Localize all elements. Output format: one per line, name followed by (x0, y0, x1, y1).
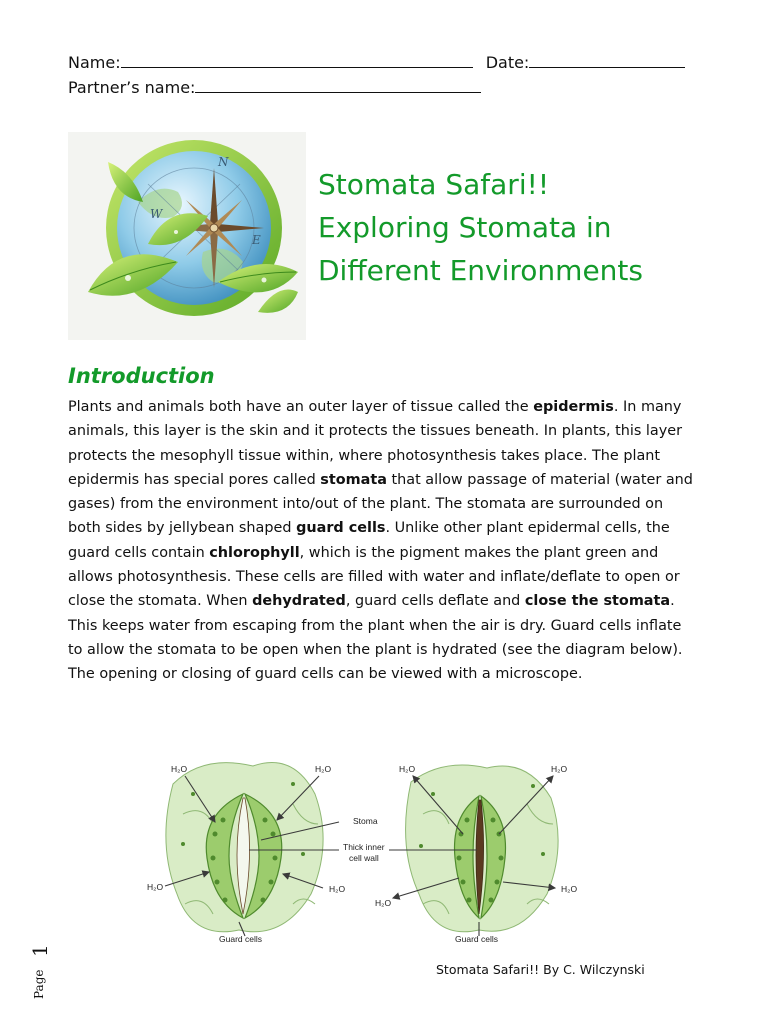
h2o-label: H₂O (171, 764, 188, 774)
intro-text: . Unlike other plant epidermal cells, the guard cells contain (68, 520, 670, 561)
intro-text: that allow passage of material (water and gases) from the environment into/out of the plant. The stomata are surrounded on both sides by jellybean shaped (68, 471, 693, 537)
h2o-label: H₂O (329, 884, 346, 894)
guard-cells-label: Guard cells (219, 934, 262, 944)
title-line-1: Stomata Safari!! (318, 168, 550, 201)
compass-north-label: N (218, 155, 229, 169)
term-close-the-stomata: close the stomata (524, 593, 671, 610)
intro-text: . In many animals, this layer is the skin and it protects the tissues beneath. In plants, this layer protects the mesophyll tissue within, where photosynthesis takes place. The plant epidermis has special pores called (68, 399, 683, 488)
h2o-label: H₂O (551, 764, 568, 774)
worksheet-header (68, 50, 685, 100)
open-stoma-illustration (166, 763, 323, 932)
page-word: Page (32, 969, 46, 999)
term-guard-cells: guard cells (296, 520, 386, 537)
partner-row (68, 75, 685, 100)
date-label: Date: (485, 53, 530, 72)
h2o-label: H₂O (315, 764, 332, 774)
intro-text: . This keeps water from escaping from the plant when the air is dry. Guard cells inflate to allow the stomata to be open when the plant is hydrated (see the diagram below). The opening or closing of guard cells can be viewed with a microscope. (68, 593, 683, 683)
globe-compass-logo (68, 132, 306, 340)
h2o-label: H₂O (375, 898, 392, 908)
stoma-label: Stoma (353, 816, 378, 826)
h2o-label: H₂O (147, 882, 164, 892)
cell-wall-label: cell wall (349, 853, 379, 863)
title-line-2: Exploring Stomata in (318, 211, 612, 244)
name-blank (121, 51, 473, 68)
h2o-label: H₂O (561, 884, 578, 894)
guard-cells-label: Guard cells (455, 934, 498, 944)
intro-text: , guard cells deflate and (345, 593, 525, 610)
compass-east-label: E (252, 233, 261, 247)
partner-label: Partner’s name: (68, 78, 196, 97)
page-number: 1 (28, 944, 52, 957)
term-chlorophyll: chlorophyll (209, 544, 300, 561)
partner-blank (195, 76, 481, 93)
introduction-heading: Introduction (68, 364, 215, 388)
page-number-label (28, 935, 58, 999)
stomata-diagram (143, 754, 589, 946)
date-blank (529, 51, 685, 68)
term-epidermis: epidermis (533, 399, 614, 415)
name-label: Name: (68, 53, 121, 72)
intro-text: Plants and animals both have an outer layer of tissue called the (68, 399, 534, 415)
h2o-label: H₂O (399, 764, 416, 774)
intro-text: , which is the pigment makes the plant green and allows photosynthesis. These cells are filled with water and inflate/deflate to open or close the stomata. When (68, 544, 680, 610)
name-date-row (68, 50, 685, 75)
term-stomata: stomata (320, 471, 387, 488)
closed-stoma-illustration (406, 765, 559, 932)
title-line-3: Different Environments (318, 254, 643, 287)
term-dehydrated: dehydrated (252, 593, 346, 610)
worksheet-title (318, 163, 643, 292)
introduction-paragraph (68, 395, 696, 687)
compass-west-label: W (150, 207, 163, 221)
cell-wall-label: Thick inner (343, 842, 385, 852)
footer-credit: Stomata Safari!! By C. Wilczynski (436, 962, 645, 977)
